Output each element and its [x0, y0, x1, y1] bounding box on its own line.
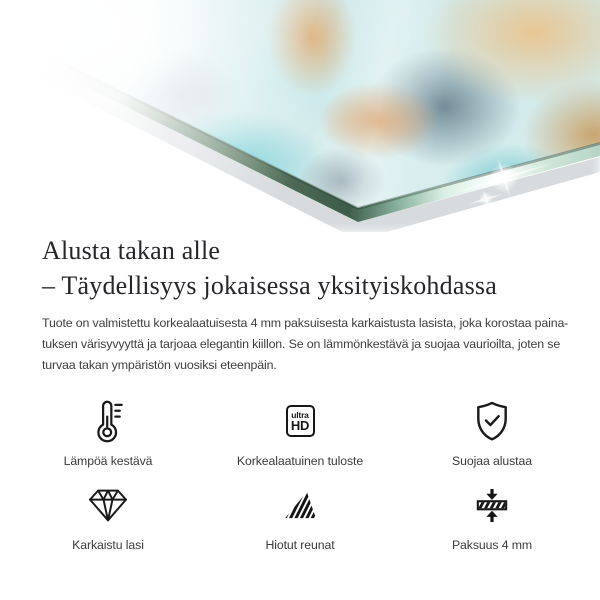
description-paragraph: [42, 313, 568, 376]
thickness-4mm-icon: [475, 480, 509, 530]
section-title: [42, 233, 497, 303]
section-title-line2: – Täydellisyys jokaisessa yksityiskohdassa: [42, 271, 497, 300]
shield-check-icon: [472, 396, 512, 446]
ultra-hd-icon: [286, 396, 315, 446]
uhd-badge-top: ultra: [291, 410, 309, 420]
uhd-badge-bottom: HD: [290, 418, 310, 433]
product-hero-image: [0, 0, 600, 232]
feature-tempered-glass: [12, 480, 204, 552]
section-title-line1: Alusta takan alle: [42, 236, 221, 265]
feature-label: Korkealaatuinen tuloste: [236, 454, 364, 468]
thermometer-icon: [93, 396, 123, 446]
feature-protects-base: [396, 396, 588, 468]
feature-thickness: [396, 480, 588, 552]
diamond-icon: [87, 480, 129, 530]
feature-heat-resistant: [12, 396, 204, 468]
description-line: turvaa takan ympäristön vuosiksi eteenpäin.: [42, 358, 277, 372]
feature-label: Suojaa alustaa: [452, 454, 532, 468]
description-line: tuksen värisyvyyttä ja tarjoaa elegantin kiillon. Se on lämmönkestävä ja suojaa vaurioilta, joten se: [42, 337, 561, 351]
feature-label: Karkaistu lasi: [72, 538, 144, 552]
description-line: Tuote on valmistettu korkealaatuisesta 4 mm paksuisesta karkaistusta lasista, joka korostaa paina-: [42, 316, 569, 330]
polished-edges-icon: [284, 480, 317, 530]
feature-label: Paksuus 4 mm: [451, 538, 533, 552]
feature-print-quality: [204, 396, 396, 468]
feature-label: Lämpöä kestävä: [63, 454, 153, 468]
feature-polished-edges: [204, 480, 396, 552]
feature-grid: [12, 396, 588, 552]
feature-label: Hiotut reunat: [265, 538, 335, 552]
